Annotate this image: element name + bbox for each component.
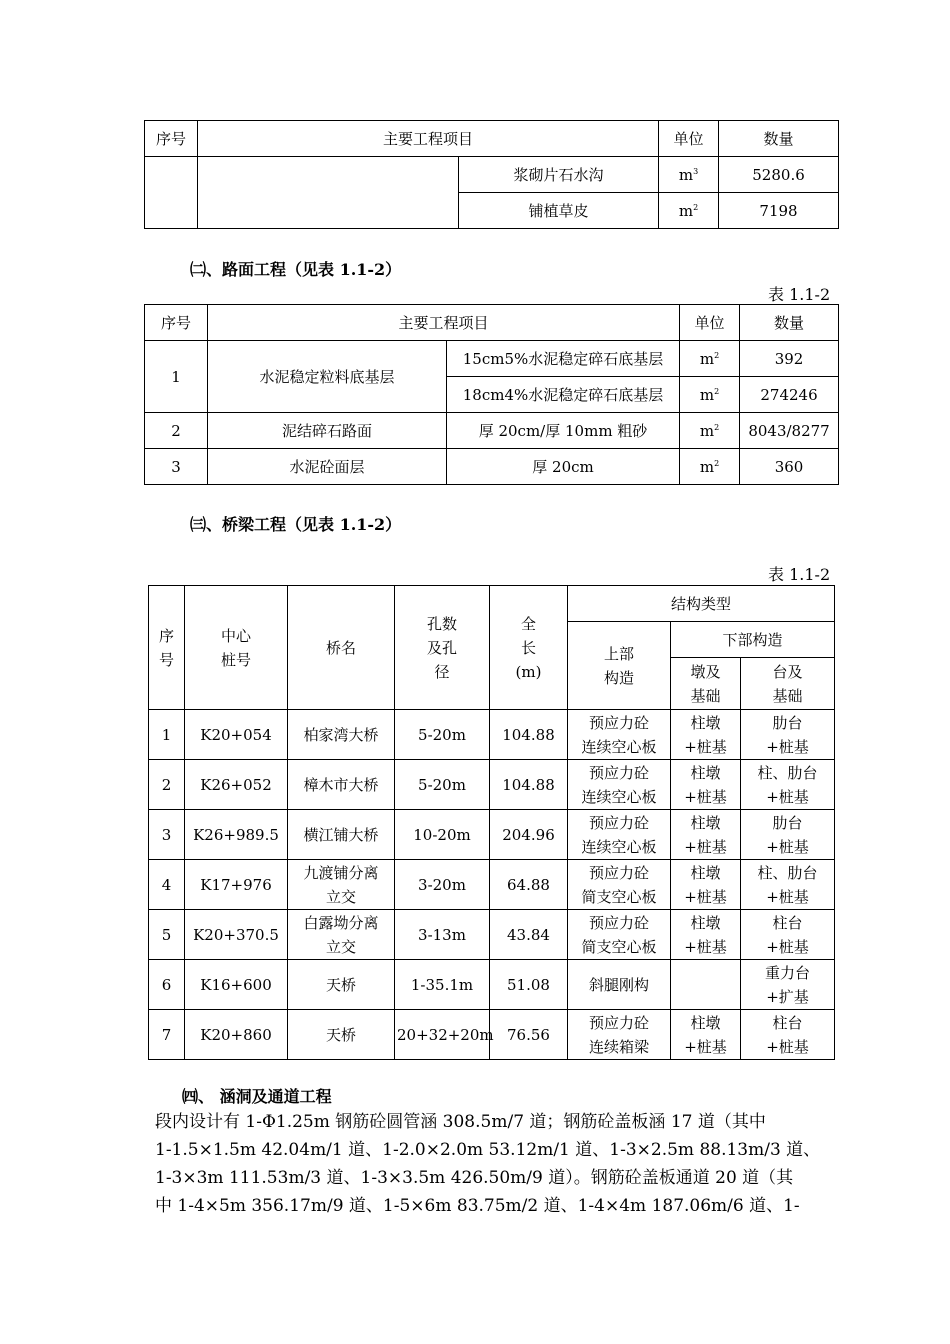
- table-cell: 5-20m: [395, 760, 490, 810]
- table-cell: 7: [149, 1010, 185, 1060]
- table-cell: 柱墩 +桩基: [671, 710, 741, 760]
- table-cell: 104.88: [490, 760, 568, 810]
- table-cell: 肋台 +桩基: [741, 810, 835, 860]
- table-cell: 水泥砼面层: [208, 449, 447, 485]
- table-cell: 预应力砼 连续空心板: [568, 710, 671, 760]
- table-cell: 柱墩 +桩基: [671, 910, 741, 960]
- table-cell: 7198: [719, 193, 839, 229]
- header-cell: 中心 桩号: [185, 586, 288, 710]
- header-cell: 下部构造: [671, 622, 835, 658]
- table-cell: 预应力砼 连续空心板: [568, 810, 671, 860]
- table-cell: 1-35.1m: [395, 960, 490, 1010]
- table-cell: K20+054: [185, 710, 288, 760]
- paragraph-line: 1-3×3m 111.53m/3 道、1-3×3.5m 426.50m/9 道）。钢筋砼盖板通道 20 道（其: [155, 1168, 794, 1188]
- table-cell: 铺植草皮: [459, 193, 659, 229]
- table-row: [149, 710, 835, 760]
- table-row: [145, 413, 839, 449]
- table-cell: 392: [740, 341, 839, 377]
- header-cell: 结构类型: [568, 586, 835, 622]
- header-cell: 上部 构造: [568, 622, 671, 710]
- table-cell: 肋台 +桩基: [741, 710, 835, 760]
- header-cell: 桥名: [288, 586, 395, 710]
- table-cell: 3: [145, 449, 208, 485]
- table-cell: 20+32+20m: [395, 1010, 490, 1060]
- section-heading-culverts: ㈣、 涵洞及通道工程: [182, 1087, 332, 1106]
- section-heading-pavement: ㈡、路面工程（见表 1.1-2）: [190, 260, 402, 279]
- header-cell: 主要工程项目: [198, 121, 659, 157]
- table-cell: 预应力砼 简支空心板: [568, 910, 671, 960]
- table-cell: 4: [149, 860, 185, 910]
- table-cell: 泥结碎石路面: [208, 413, 447, 449]
- paragraph-line: 中 1-4×5m 356.17m/9 道、1-5×6m 83.75m/2 道、1-4×4m 187.06m/6 道、1-: [155, 1196, 800, 1216]
- header-cell: 单位: [659, 121, 719, 157]
- unit-cell: $m^3$: [659, 157, 719, 193]
- table-row: [149, 910, 835, 960]
- table-cell: 预应力砼 简支空心板: [568, 860, 671, 910]
- table-cell: 天桥: [288, 960, 395, 1010]
- table-cell: [671, 960, 741, 1010]
- table-row: [149, 860, 835, 910]
- table-row: [145, 449, 839, 485]
- paragraph-line: 段内设计有 1-Φ1.25m 钢筋砼圆管涵 308.5m/7 道；钢筋砼盖板涵 17 道（其中: [155, 1112, 766, 1132]
- table-cell: 274246: [740, 377, 839, 413]
- table-cell: 厚 20cm: [447, 449, 680, 485]
- table-cell: 水泥稳定粒料底基层: [208, 341, 447, 413]
- table-cell: 5: [149, 910, 185, 960]
- table-cell: 预应力砼 连续空心板: [568, 760, 671, 810]
- table-cell: 2: [145, 413, 208, 449]
- table-cell: 柱墩 +桩基: [671, 810, 741, 860]
- unit-cell: $m^2$: [680, 449, 740, 485]
- table-cell: 重力台 +扩基: [741, 960, 835, 1010]
- table-cell: 360: [740, 449, 839, 485]
- header-cell: 单位: [680, 305, 740, 341]
- table-cell: 18cm4%水泥稳定碎石底基层: [447, 377, 680, 413]
- table-cell: 5280.6: [719, 157, 839, 193]
- table-cell: 6: [149, 960, 185, 1010]
- table-cell: 51.08: [490, 960, 568, 1010]
- header-cell: 序 号: [149, 586, 185, 710]
- section-heading-bridges: ㈢、桥梁工程（见表 1.1-2）: [190, 515, 402, 534]
- table-cell: 76.56: [490, 1010, 568, 1060]
- paragraph-culverts: [155, 1108, 845, 1220]
- table-cell: 白露坳分离 立交: [288, 910, 395, 960]
- unit-cell: $m^2$: [680, 413, 740, 449]
- table-cell: 2: [149, 760, 185, 810]
- table-row: [145, 341, 839, 377]
- table-cell: [145, 157, 198, 229]
- header-cell: 全 长 (m): [490, 586, 568, 710]
- table-cell: 3-20m: [395, 860, 490, 910]
- table-cell: K20+860: [185, 1010, 288, 1060]
- header-cell: 台及 基础: [741, 658, 835, 710]
- table-cell: 43.84: [490, 910, 568, 960]
- table-cell: 柱墩 +桩基: [671, 1010, 741, 1060]
- header-cell: 墩及 基础: [671, 658, 741, 710]
- table-cell: 厚 20cm/厚 10mm 粗砂: [447, 413, 680, 449]
- table-cell: 柱、肋台 +桩基: [741, 860, 835, 910]
- table-cell: 九渡铺分离 立交: [288, 860, 395, 910]
- table-cell: 横江铺大桥: [288, 810, 395, 860]
- table-row: [149, 810, 835, 860]
- header-cell: 数量: [719, 121, 839, 157]
- header-cell: 主要工程项目: [208, 305, 680, 341]
- table-header-row: [149, 586, 835, 622]
- table-cell: 1: [145, 341, 208, 413]
- table-cell: 浆砌片石水沟: [459, 157, 659, 193]
- table-cell: K17+976: [185, 860, 288, 910]
- table-cell: K20+370.5: [185, 910, 288, 960]
- table-cell: 3-13m: [395, 910, 490, 960]
- table-cell: 3: [149, 810, 185, 860]
- header-cell: 孔数 及孔 径: [395, 586, 490, 710]
- table-caption: 表 1.1-2: [768, 285, 831, 304]
- table-cell: 天桥: [288, 1010, 395, 1060]
- table-cell: 104.88: [490, 710, 568, 760]
- table-cell: 柏家湾大桥: [288, 710, 395, 760]
- table-cell: 5-20m: [395, 710, 490, 760]
- table-cell: 柱墩 +桩基: [671, 860, 741, 910]
- table-bridges: [148, 585, 835, 1060]
- unit-cell: $m^2$: [680, 341, 740, 377]
- table-cell: 10-20m: [395, 810, 490, 860]
- header-cell: 数量: [740, 305, 839, 341]
- table-cell: 15cm5%水泥稳定碎石底基层: [447, 341, 680, 377]
- table-row: [149, 960, 835, 1010]
- table-cell: 预应力砼 连续箱梁: [568, 1010, 671, 1060]
- table-header-row: [145, 305, 839, 341]
- table-cell: 樟木市大桥: [288, 760, 395, 810]
- table-cell: K26+989.5: [185, 810, 288, 860]
- table-cell: 柱、肋台 +桩基: [741, 760, 835, 810]
- table-row: [149, 1010, 835, 1060]
- table-cell: 1: [149, 710, 185, 760]
- table-cell: 斜腿刚构: [568, 960, 671, 1010]
- table-pavement: [144, 304, 839, 485]
- table-caption: 表 1.1-2: [768, 565, 831, 584]
- table-cell: 柱台 +桩基: [741, 910, 835, 960]
- table-cell: 柱墩 +桩基: [671, 760, 741, 810]
- table-cell: K16+600: [185, 960, 288, 1010]
- table-row: [145, 157, 839, 193]
- unit-cell: $m^2$: [659, 193, 719, 229]
- table-cell: [198, 157, 459, 229]
- table-cell: 柱台 +桩基: [741, 1010, 835, 1060]
- header-cell: 序号: [145, 305, 208, 341]
- table-header-row: [145, 121, 839, 157]
- paragraph-line: 1-1.5×1.5m 42.04m/1 道、1-2.0×2.0m 53.12m/1 道、1-3×2.5m 88.13m/3 道、: [155, 1140, 821, 1160]
- table-cell: 64.88: [490, 860, 568, 910]
- table-cell: K26+052: [185, 760, 288, 810]
- table-earthworks-continued: [144, 120, 839, 229]
- table-cell: 8043/8277: [740, 413, 839, 449]
- table-cell: 204.96: [490, 810, 568, 860]
- header-cell: 序号: [145, 121, 198, 157]
- table-row: [149, 760, 835, 810]
- unit-cell: $m^2$: [680, 377, 740, 413]
